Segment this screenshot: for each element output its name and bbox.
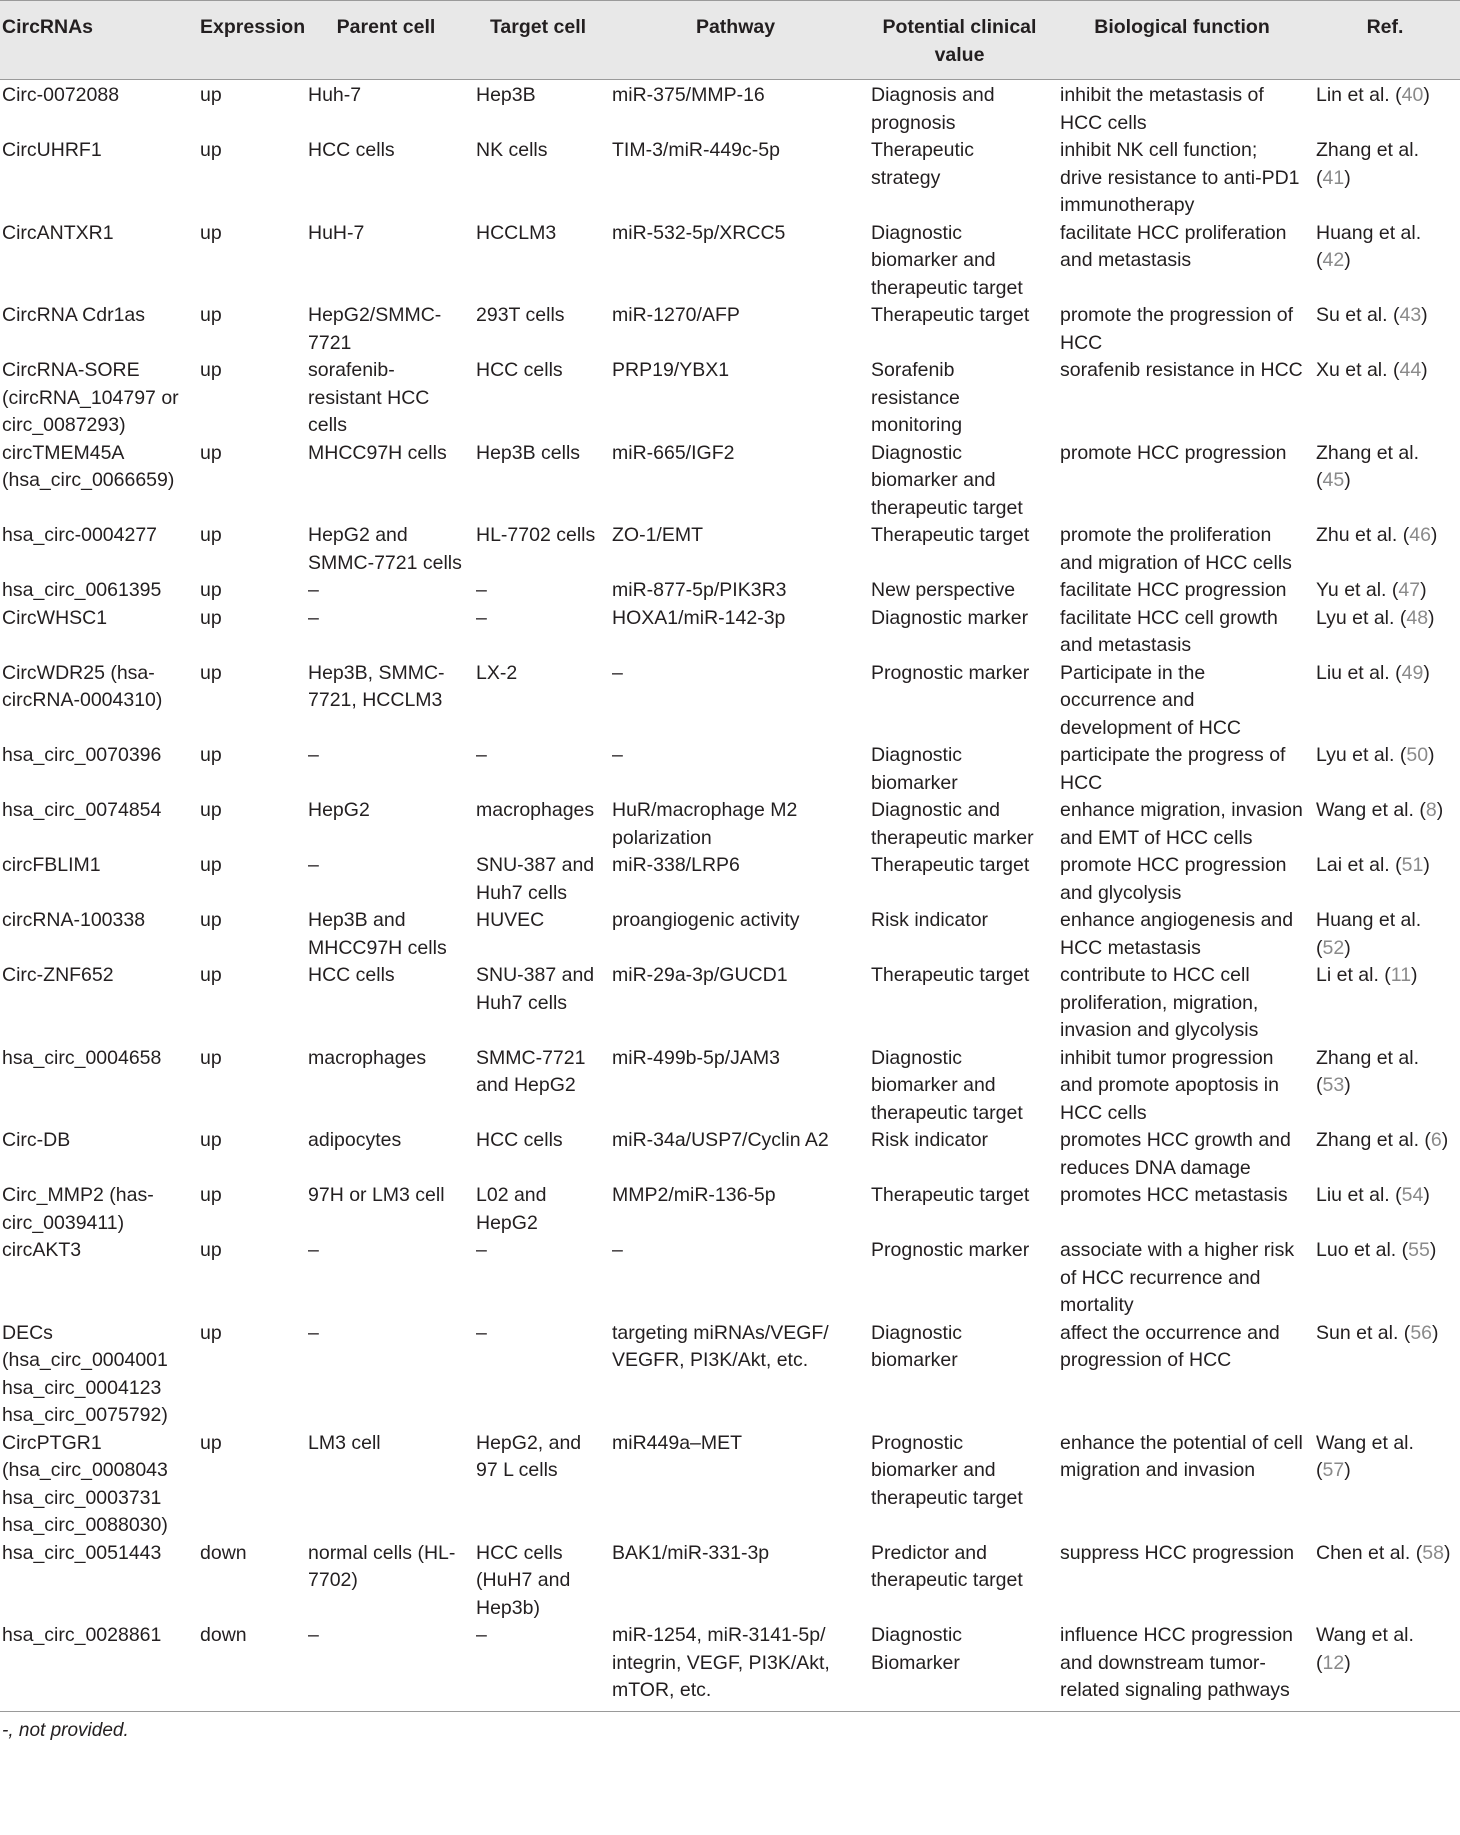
target-cell-cell: HCC cells (476, 359, 563, 381)
ref-cell: Yu et al. (47) (1316, 579, 1427, 601)
target-cell-cell: L02 and HepG2 (476, 1184, 547, 1234)
target-cell-cell: – (476, 1321, 487, 1344)
table-footnote: -, not provided. (2, 1719, 129, 1741)
ref-cell: Zhang et al. (53) (1316, 1046, 1419, 1096)
ref-cell: Huang et al. (52) (1316, 909, 1422, 959)
circrna-name-cell: Circ-ZNF652 (2, 964, 114, 986)
ref-number: 57 (1322, 1459, 1345, 1481)
pathway-cell: proangiogenic activity (612, 909, 800, 931)
parent-cell-cell: – (308, 579, 319, 601)
table-row (0, 302, 1460, 357)
ref-author: Yu et al. (1316, 579, 1387, 601)
ref-cell: Wang et al. (8) (1316, 799, 1444, 821)
ref-number: 56 (1410, 1321, 1433, 1344)
target-cell-cell: HUVEC (476, 909, 545, 931)
parent-cell-cell: LM3 cell (308, 1431, 381, 1454)
ref-cell: Lai et al. (51) (1316, 854, 1430, 876)
target-cell-cell: HCC cells (HuH7 and Hep3b) (476, 1541, 571, 1619)
ref-cell: Su et al. (43) (1316, 304, 1428, 326)
expression-cell: up (200, 661, 222, 684)
ref-author: Wang et al. (1316, 1431, 1414, 1454)
ref-author: Zhang et al. (1316, 1046, 1419, 1069)
circrna-name-cell: Circ-DB (2, 1129, 71, 1151)
biological-function-cell: sorafenib resistance in HCC (1060, 359, 1303, 381)
expression-cell: up (200, 854, 222, 876)
biological-function-cell: promote HCC progression (1060, 441, 1287, 464)
expression-cell: up (200, 84, 222, 106)
circrna-name-cell: Circ-0072088 (2, 84, 120, 106)
expression-cell: up (200, 1431, 222, 1454)
ref-cell: Zhang et al. (6) (1316, 1129, 1449, 1151)
ref-author: Wang et al. (1316, 799, 1414, 821)
biological-function-cell: promote HCC progression and glycolysis (1060, 854, 1287, 904)
table-row (0, 1045, 1460, 1128)
ref-author: Liu et al. (1316, 1184, 1390, 1206)
table-row (0, 742, 1460, 797)
expression-cell: up (200, 524, 222, 546)
circrna-name-cell: CircRNA Cdr1as (2, 304, 146, 326)
clinical-value-cell: Diagnostic biomarker (871, 744, 963, 794)
clinical-value-cell: Therapeutic target (871, 964, 1030, 986)
parent-cell-cell: MHCC97H cells (308, 441, 447, 464)
table-body (0, 80, 1460, 1712)
clinical-value-cell: Therapeutic target (871, 524, 1030, 546)
pathway-cell: miR-338/LRP6 (612, 854, 740, 876)
ref-cell: Zhang et al. (45) (1316, 441, 1419, 491)
target-cell-cell: – (476, 744, 487, 766)
table-row (0, 80, 1460, 138)
circrna-name-cell: CircWHSC1 (2, 606, 108, 629)
ref-number: 52 (1322, 936, 1345, 959)
parent-cell-cell: – (308, 1239, 319, 1261)
target-cell-cell: 293T cells (476, 304, 565, 326)
circrna-name-cell: circRNA-100338 (2, 909, 146, 931)
header-ref: Ref. (1310, 1, 1460, 80)
circrna-name-cell: hsa_circ_0051443 (2, 1541, 162, 1564)
expression-cell: up (200, 359, 222, 381)
ref-number: 50 (1406, 744, 1429, 766)
header-circrnas: CircRNAs (0, 1, 194, 80)
ref-number: 46 (1409, 524, 1431, 546)
pathway-cell: miR-1254, miR-3141-5p/ integrin, VEGF, PI3K/Akt, mTOR, etc. (606, 1622, 865, 1711)
clinical-value-cell: Therapeutic target (871, 854, 1030, 876)
ref-author: Xu et al. (1316, 359, 1388, 381)
parent-cell-cell: – (308, 854, 319, 876)
clinical-value-cell: Diagnostic biomarker (871, 1321, 963, 1371)
header-parent-cell: Parent cell (302, 1, 470, 80)
circrna-name-cell: CircANTXR1 (2, 221, 114, 244)
biological-function-cell: enhance angiogenesis and HCC metastasis (1060, 909, 1294, 959)
expression-cell: up (200, 1184, 222, 1206)
clinical-value-cell: Diagnosis and prognosis (871, 84, 995, 134)
expression-cell: up (200, 1321, 222, 1344)
table-row (0, 962, 1460, 1045)
pathway-cell: miR-499b-5p/JAM3 (612, 1046, 780, 1069)
target-cell-cell: – (470, 1622, 606, 1711)
table-row (0, 1182, 1460, 1237)
parent-cell-cell: HuH-7 (308, 221, 365, 244)
circrna-name-cell: hsa_circ-0004277 (2, 524, 158, 546)
circrna-name-cell: DECs (hsa_circ_0004001 hsa_circ_0004123 hsa_circ_0075792) (2, 1321, 168, 1426)
ref-number: 42 (1322, 249, 1345, 271)
clinical-value-cell: Sorafenib resistance monitoring (871, 359, 963, 436)
biological-function-cell: Participate in the occurrence and development of HCC (1060, 661, 1242, 739)
expression-cell: up (200, 744, 222, 766)
expression-cell: up (200, 221, 222, 244)
target-cell-cell: HL-7702 cells (476, 524, 596, 546)
biological-function-cell: associate with a higher risk of HCC recurrence and mortality (1060, 1239, 1295, 1316)
table-row (0, 220, 1460, 303)
pathway-cell: miR-29a-3p/GUCD1 (612, 964, 788, 986)
table-row (0, 1127, 1460, 1182)
ref-number: 41 (1322, 166, 1345, 189)
clinical-value-cell: Therapeutic target (871, 304, 1030, 326)
parent-cell-cell: HCC cells (308, 964, 395, 986)
circrna-name-cell: hsa_circ_0074854 (2, 799, 162, 821)
parent-cell-cell: Huh-7 (308, 84, 362, 106)
target-cell-cell: SNU-387 and Huh7 cells (476, 964, 595, 1014)
ref-author: Wang et al. (1316, 1624, 1414, 1646)
biological-function-cell: facilitate HCC cell growth and metastasis (1060, 606, 1278, 656)
biological-function-cell: affect the occurrence and progression of HCC (1060, 1321, 1280, 1371)
parent-cell-cell: Hep3B, SMMC-7721, HCCLM3 (308, 661, 445, 711)
clinical-value-cell: Diagnostic biomarker and therapeutic target (871, 1046, 1023, 1124)
parent-cell-cell: macrophages (308, 1046, 427, 1069)
ref-author: Zhu et al. (1316, 524, 1398, 546)
pathway-cell: miR-877-5p/PIK3R3 (612, 579, 787, 601)
parent-cell-cell: – (308, 606, 319, 629)
expression-cell: down (200, 1541, 247, 1564)
table-row (0, 440, 1460, 523)
pathway-cell: – (612, 661, 623, 684)
biological-function-cell: contribute to HCC cell proliferation, migration, invasion and glycolysis (1060, 964, 1259, 1041)
table-row (0, 522, 1460, 577)
target-cell-cell: HepG2, and 97 L cells (476, 1431, 582, 1481)
biological-function-cell: enhance the potential of cell migration and invasion (1060, 1431, 1303, 1481)
header-pathway: Pathway (606, 1, 865, 80)
circrna-name-cell: circFBLIM1 (2, 854, 101, 876)
clinical-value-cell: Therapeutic strategy (871, 139, 974, 189)
target-cell-cell: – (476, 1239, 487, 1261)
table-row (0, 1320, 1460, 1430)
header-target-cell: Target cell (470, 1, 606, 80)
target-cell-cell: Hep3B (476, 84, 536, 106)
parent-cell-cell: HCC cells (308, 139, 395, 161)
ref-author: Lyu et al. (1316, 744, 1395, 766)
target-cell-cell: NK cells (476, 139, 548, 161)
expression-cell: down (194, 1622, 302, 1711)
biological-function-cell: promote the proliferation and migration of HCC cells (1060, 524, 1292, 574)
target-cell-cell: LX-2 (476, 661, 518, 684)
ref-author: Su et al. (1316, 304, 1388, 326)
pathway-cell: miR-34a/USP7/Cyclin A2 (612, 1129, 829, 1151)
parent-cell-cell: Hep3B and MHCC97H cells (308, 909, 447, 959)
ref-cell: Huang et al. (42) (1316, 221, 1422, 271)
pathway-cell: HOXA1/miR-142-3p (612, 606, 786, 629)
clinical-value-cell: Diagnostic biomarker and therapeutic target (871, 221, 1023, 299)
ref-number: 8 (1425, 799, 1437, 821)
circrna-name-cell: hsa_circ_0028861 (0, 1622, 194, 1711)
pathway-cell: – (612, 744, 623, 766)
ref-number: 54 (1401, 1184, 1424, 1206)
parent-cell-cell: – (308, 744, 319, 766)
header-biological-function: Biological function (1054, 1, 1310, 80)
ref-author: Lyu et al. (1316, 606, 1395, 629)
clinical-value-cell: Prognostic marker (871, 1239, 1030, 1261)
ref-cell: Zhu et al. (46) (1316, 524, 1438, 546)
clinical-value-cell: New perspective (871, 579, 1016, 601)
table-row (0, 797, 1460, 852)
target-cell-cell: – (476, 579, 487, 601)
target-cell-cell: HCC cells (476, 1129, 563, 1151)
biological-function-cell: inhibit the metastasis of HCC cells (1060, 84, 1264, 134)
ref-cell: Zhang et al. (41) (1316, 139, 1419, 189)
parent-cell-cell: normal cells (HL-7702) (308, 1541, 456, 1591)
clinical-value-cell: Risk indicator (871, 1129, 989, 1151)
header-row (0, 1, 1460, 80)
clinical-value-cell: Diagnostic biomarker and therapeutic target (871, 441, 1023, 519)
ref-author: Huang et al. (1316, 909, 1422, 931)
expression-cell: up (200, 1239, 222, 1261)
ref-cell: Lyu et al. (50) (1316, 744, 1435, 766)
ref-author: Lai et al. (1316, 854, 1390, 876)
ref-author: Zhang et al. (1316, 1129, 1419, 1151)
ref-cell: Wang et al. (12) (1310, 1622, 1460, 1711)
table-row (0, 1237, 1460, 1320)
ref-number: 58 (1422, 1541, 1444, 1564)
parent-cell-cell: HepG2 (308, 799, 370, 821)
biological-function-cell: inhibit tumor progression and promote apoptosis in HCC cells (1060, 1046, 1279, 1124)
clinical-value-cell: Therapeutic target (871, 1184, 1030, 1206)
parent-cell-cell: adipocytes (308, 1129, 402, 1151)
ref-number: 40 (1401, 84, 1424, 106)
circrna-name-cell: hsa_circ_0070396 (2, 744, 162, 766)
table-row (0, 852, 1460, 907)
ref-cell: Wang et al. (57) (1316, 1431, 1414, 1481)
clinical-value-cell: Diagnostic marker (871, 606, 1029, 629)
biological-function-cell: influence HCC progression and downstream tumor-related signaling pathways (1054, 1622, 1310, 1711)
expression-cell: up (200, 909, 222, 931)
pathway-cell: ZO-1/EMT (612, 524, 703, 546)
ref-author: Zhang et al. (1316, 139, 1419, 161)
header-clinical-value: Potential clinical value (865, 1, 1054, 80)
pathway-cell: HuR/macrophage M2 polarization (612, 799, 798, 849)
target-cell-cell: macrophages (476, 799, 595, 821)
clinical-value-cell: Diagnostic and therapeutic marker (871, 799, 1034, 849)
pathway-cell: – (612, 1239, 623, 1261)
pathway-cell: PRP19/YBX1 (612, 359, 730, 381)
pathway-cell: miR-532-5p/XRCC5 (612, 221, 786, 244)
ref-number: 43 (1399, 304, 1422, 326)
biological-function-cell: enhance migration, invasion and EMT of HCC cells (1060, 799, 1303, 849)
target-cell-cell: HCCLM3 (476, 221, 557, 244)
pathway-cell: TIM-3/miR-449c-5p (612, 139, 780, 161)
target-cell-cell: SNU-387 and Huh7 cells (476, 854, 595, 904)
ref-cell: Lin et al. (40) (1316, 84, 1430, 106)
parent-cell-cell: sorafenib-resistant HCC cells (308, 359, 430, 436)
ref-number: 47 (1398, 579, 1421, 601)
table-row (0, 1540, 1460, 1623)
ref-author: Sun et al. (1316, 1321, 1399, 1344)
ref-number: 44 (1399, 359, 1422, 381)
header-expression: Expression (194, 1, 302, 80)
clinical-value-cell: Diagnostic Biomarker (865, 1622, 1054, 1711)
expression-cell: up (200, 1129, 222, 1151)
ref-cell: Xu et al. (44) (1316, 359, 1428, 381)
table-row (0, 605, 1460, 660)
ref-cell: Lyu et al. (48) (1316, 606, 1435, 629)
ref-number: 6 (1430, 1129, 1442, 1151)
circrna-name-cell: CircWDR25 (hsa-circRNA-0004310) (2, 661, 163, 711)
ref-number: 55 (1408, 1239, 1430, 1261)
ref-cell: Chen et al. (58) (1316, 1541, 1451, 1564)
expression-cell: up (200, 964, 222, 986)
circrna-name-cell: CircUHRF1 (2, 139, 102, 161)
biological-function-cell: facilitate HCC progression (1060, 579, 1287, 601)
circrna-name-cell: circTMEM45A (hsa_circ_0066659) (2, 441, 175, 491)
pathway-cell: targeting miRNAs/VEGF/ VEGFR, PI3K/Akt, etc. (612, 1321, 829, 1371)
parent-cell-cell: HepG2/SMMC-7721 (308, 304, 442, 354)
ref-author: Huang et al. (1316, 221, 1422, 244)
parent-cell-cell: – (308, 1321, 319, 1344)
biological-function-cell: participate the progress of HCC (1060, 744, 1286, 794)
pathway-cell: miR449a–MET (612, 1431, 743, 1454)
circrna-name-cell: circAKT3 (2, 1239, 82, 1261)
parent-cell-cell: HepG2 and SMMC-7721 cells (308, 524, 462, 574)
ref-cell: Luo et al. (55) (1316, 1239, 1437, 1261)
pathway-cell: miR-1270/AFP (612, 304, 740, 326)
table-row (0, 137, 1460, 220)
table-row (0, 907, 1460, 962)
ref-number: 53 (1322, 1074, 1345, 1096)
biological-function-cell: promotes HCC growth and reduces DNA damage (1060, 1129, 1291, 1179)
ref-cell: Li et al. (11) (1316, 964, 1418, 986)
ref-author: Lin et al. (1316, 84, 1390, 106)
parent-cell-cell: 97H or LM3 cell (308, 1184, 445, 1206)
circrna-name-cell: hsa_circ_0004658 (2, 1046, 162, 1069)
expression-cell: up (200, 606, 222, 629)
clinical-value-cell: Prognostic marker (871, 661, 1030, 684)
expression-cell: up (200, 799, 222, 821)
expression-cell: up (200, 579, 222, 601)
table-row (0, 1622, 1460, 1711)
clinical-value-cell: Predictor and therapeutic target (871, 1541, 1023, 1591)
target-cell-cell: Hep3B cells (476, 441, 581, 464)
biological-function-cell: promote the progression of HCC (1060, 304, 1294, 354)
parent-cell-cell: – (302, 1622, 470, 1711)
pathway-cell: miR-665/IGF2 (612, 441, 735, 464)
ref-author: Chen et al. (1316, 1541, 1411, 1564)
ref-author: Zhang et al. (1316, 441, 1419, 464)
expression-cell: up (200, 139, 222, 161)
table-row (0, 660, 1460, 743)
pathway-cell: BAK1/miR-331-3p (612, 1541, 770, 1564)
circrna-name-cell: hsa_circ_0061395 (2, 579, 162, 601)
ref-number: 45 (1322, 469, 1345, 491)
target-cell-cell: SMMC-7721 and HepG2 (476, 1046, 586, 1096)
table-row (0, 357, 1460, 440)
ref-cell: Liu et al. (49) (1316, 661, 1430, 684)
ref-number: 48 (1406, 606, 1429, 629)
target-cell-cell: – (476, 606, 487, 629)
circrna-name-cell: CircRNA-SORE (circRNA_104797 or circ_0087293) (2, 359, 179, 436)
pathway-cell: MMP2/miR-136-5p (612, 1184, 776, 1206)
table-header (0, 1, 1460, 80)
clinical-value-cell: Risk indicator (871, 909, 989, 931)
ref-cell: Liu et al. (54) (1316, 1184, 1430, 1206)
expression-cell: up (200, 1046, 222, 1069)
ref-number: 49 (1401, 661, 1424, 684)
pathway-cell: miR-375/MMP-16 (612, 84, 765, 106)
biological-function-cell: facilitate HCC proliferation and metastasis (1060, 221, 1287, 271)
ref-author: Luo et al. (1316, 1239, 1397, 1261)
ref-cell: Sun et al. (56) (1316, 1321, 1439, 1344)
ref-author: Liu et al. (1316, 661, 1390, 684)
clinical-value-cell: Prognostic biomarker and therapeutic target (871, 1431, 1023, 1509)
table-row (0, 577, 1460, 605)
table-row (0, 1430, 1460, 1540)
ref-number: 12 (1322, 1651, 1345, 1674)
expression-cell: up (200, 441, 222, 464)
circrna-name-cell: Circ_MMP2 (has-circ_0039411) (2, 1184, 154, 1234)
ref-number: 51 (1401, 854, 1424, 876)
ref-author: Li et al. (1316, 964, 1379, 986)
ref-number: 11 (1390, 964, 1412, 986)
biological-function-cell: promotes HCC metastasis (1060, 1184, 1288, 1206)
biological-function-cell: suppress HCC progression (1060, 1541, 1295, 1564)
biological-function-cell: inhibit NK cell function; drive resistance to anti-PD1 immunotherapy (1060, 139, 1300, 216)
expression-cell: up (200, 304, 222, 326)
circrna-name-cell: CircPTGR1 (hsa_circ_0008043 hsa_circ_0003731 hsa_circ_0088030) (2, 1431, 168, 1536)
